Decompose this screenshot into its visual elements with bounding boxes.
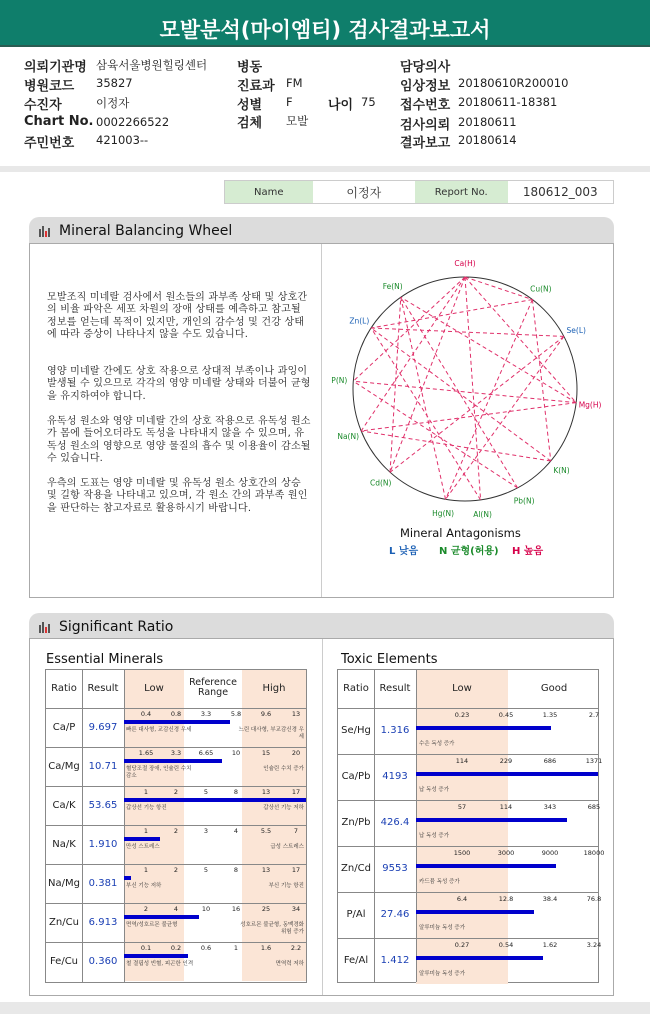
low-note: 혈당조절 장애, 인슐린 수치 감소: [126, 766, 192, 779]
antagonism-line: [371, 300, 532, 328]
result-bar: [416, 956, 543, 960]
ratio-name: P/Al: [346, 909, 366, 920]
clinical-value: 20180610R200010: [458, 76, 569, 90]
result-bar: [416, 910, 534, 914]
legend-normal: N 균형(허용): [439, 546, 499, 557]
result-bar: [416, 818, 567, 822]
legend-low: L 낮음: [389, 546, 419, 557]
wheel-node-label: Cu(N): [530, 284, 552, 294]
low-note: 면역/성호르몬 불균형: [126, 922, 178, 928]
wheel-node-label: Na(N): [337, 432, 360, 442]
result-bar: [416, 726, 551, 730]
tick-label: 229: [499, 757, 513, 765]
specimen-value: 모발: [286, 114, 309, 128]
antagonism-line: [465, 277, 481, 500]
ratio-name: Se/Hg: [341, 725, 371, 736]
ratio-result: 27.46: [380, 909, 410, 920]
ratio-name: Ca/P: [52, 722, 76, 733]
tick-label: 5: [203, 788, 209, 796]
ratio-result: 0.381: [88, 878, 118, 889]
tick-label: 3000: [497, 849, 515, 857]
tick-label: 20: [291, 749, 301, 757]
wheel-node-label: Hg(N): [432, 509, 455, 519]
antagonism-line: [371, 328, 551, 461]
tick-label: 12.8: [498, 895, 514, 903]
tick-label: 1: [143, 827, 149, 835]
ratio-section-title: Significant Ratio: [59, 619, 174, 635]
tick-label: 2.7: [588, 711, 600, 719]
tick-label: 1: [233, 944, 239, 952]
tick-label: 1371: [585, 757, 603, 765]
high-note: 급성 스트레스: [270, 844, 304, 850]
ratio-name: Zn/Pb: [341, 817, 371, 828]
tick-label: 8: [233, 788, 239, 796]
ratio-name: Ca/Pb: [341, 771, 371, 782]
tick-label: 685: [587, 803, 601, 811]
tick-label: 1: [143, 788, 149, 796]
ratio-result: 9553: [382, 863, 408, 874]
result-bar: [416, 772, 598, 776]
high-note: 면역력 저하: [275, 961, 304, 967]
wheel-node-label: Pb(N): [513, 496, 535, 506]
tick-label: 114: [455, 757, 469, 765]
result-bar: [124, 915, 199, 919]
tick-label: 1.62: [542, 941, 558, 949]
tick-label: 0.4: [140, 710, 152, 718]
tick-label: 4: [173, 905, 179, 913]
wheel-node-label: Se(L): [566, 325, 586, 335]
wheel-title: Mineral Antagonisms: [400, 526, 521, 540]
tick-label: 7: [293, 827, 299, 835]
tick-label: 2.2: [290, 944, 302, 952]
wheel-node-label: Mg(H): [578, 400, 602, 410]
ratio-section-header: [29, 613, 614, 639]
ratio-name: Ca/Mg: [48, 761, 80, 772]
patient-value: 이정자: [96, 96, 130, 110]
ratio-result: 1.412: [380, 955, 410, 966]
tick-label: 6.4: [456, 895, 468, 903]
low-note: 만성 스트레스: [126, 844, 160, 850]
tick-label: 0.2: [170, 944, 182, 952]
ratio-result: 426.4: [380, 817, 410, 828]
legend-high: H 높음: [512, 546, 544, 557]
tick-label: 0.1: [140, 944, 152, 952]
ratio-name: Na/Mg: [48, 878, 80, 889]
tick-label: 18000: [583, 849, 605, 857]
report-title: 모발분석(마이엠티) 검사결과보고서: [0, 0, 650, 47]
dept-value: FM: [286, 76, 303, 90]
low-note: 철 결핍성 빈혈, 피곤한 인격: [126, 961, 194, 967]
tick-label: 0.45: [498, 711, 514, 719]
tick-label: 686: [543, 757, 557, 765]
col-low: Low: [452, 683, 472, 694]
tick-label: 16: [231, 905, 241, 913]
tick-label: 5: [203, 866, 209, 874]
hospital-code-value: 35827: [96, 76, 133, 90]
col-low: Low: [144, 683, 164, 694]
report-date-label: 결과보고: [400, 136, 451, 151]
col-result: Result: [87, 683, 119, 694]
low-note: 납 독성 증가: [419, 787, 450, 793]
toxic-title: Toxic Elements: [341, 652, 438, 667]
low-note: 카드뮴 독성 증가: [419, 879, 460, 885]
tick-label: 2: [143, 905, 149, 913]
ratio-name: Na/K: [52, 839, 76, 850]
ratio-result: 1.316: [380, 725, 410, 736]
tick-label: 9.6: [260, 710, 272, 718]
low-note: 납 독성 증가: [419, 833, 450, 839]
resident-value: 421003--: [96, 133, 149, 147]
col-ref: Reference Range: [189, 677, 237, 698]
wheel-node-label: Cd(N): [369, 478, 392, 488]
tick-label: 13: [261, 866, 271, 874]
test-date-label: 검사의뢰: [400, 118, 451, 133]
tick-label: 76.8: [586, 895, 602, 903]
tick-label: 6.65: [198, 749, 214, 757]
antagonism-line: [401, 297, 446, 499]
col-ratio: Ratio: [343, 683, 369, 694]
patient-label: 수진자: [24, 98, 62, 113]
tick-label: 5.8: [230, 710, 242, 718]
wheel-section-header: [29, 217, 614, 243]
ratio-result: 1.910: [88, 839, 118, 850]
tick-label: 34: [291, 905, 301, 913]
report-no-value: 180612_003: [522, 185, 598, 199]
tick-label: 1.6: [260, 944, 272, 952]
chart-label: Chart No.: [24, 114, 94, 129]
report-no-label: Report No.: [415, 181, 508, 203]
col-ratio: Ratio: [51, 683, 77, 694]
result-bar: [124, 798, 306, 802]
tick-label: 4: [233, 827, 239, 835]
wheel-paragraph-1: 모발조직 미네랄 검사에서 원소들의 과부족 상태 및 상호간의 비율 파악은 세포 차원의 장애 상태를 예측하고 참고될 정보를 얻는데 목적이 있지만, 개인의 감수성 및 건강 상태에 따라 증상이 나타나지 않을 수도 있습니다.: [47, 292, 308, 341]
wheel-node-label: Zn(L): [349, 316, 370, 326]
tick-label: 1.35: [542, 711, 558, 719]
ratio-name: Zn/Cd: [341, 863, 371, 874]
tick-label: 3.3: [200, 710, 212, 718]
wheel-circle: [353, 277, 577, 501]
bar-chart-icon: [39, 225, 51, 237]
antagonism-line: [446, 300, 533, 500]
antagonism-line: [361, 431, 551, 461]
tick-label: 1: [143, 866, 149, 874]
footer-bar: [0, 1002, 650, 1014]
tick-label: 0.8: [170, 710, 182, 718]
tick-label: 10: [201, 905, 211, 913]
tick-label: 10: [231, 749, 241, 757]
tick-label: 13: [291, 710, 301, 718]
wheel-node-label: K(N): [553, 465, 570, 475]
name-report-box: [224, 180, 614, 204]
ratio-result: 0.360: [88, 956, 118, 967]
toxic-elements-table: [337, 669, 605, 983]
high-note: 인슐린 수치 증가: [263, 766, 304, 772]
resident-label: 주민번호: [24, 136, 75, 151]
tick-label: 13: [261, 788, 271, 796]
high-note: 성호르몬 불균형, 동맥경화 위험 증가: [240, 922, 304, 935]
age-label: 나이: [328, 98, 354, 113]
antagonism-line: [401, 297, 576, 402]
ratio-name: Zn/Cu: [49, 917, 79, 928]
tick-label: 5.5: [260, 827, 272, 835]
sex-label: 성별: [237, 98, 263, 113]
doctor-label: 담당의사: [400, 60, 451, 75]
tick-label: 343: [543, 803, 557, 811]
result-bar: [124, 759, 222, 763]
test-date-value: 20180611: [458, 115, 517, 129]
tick-label: 1.65: [138, 749, 154, 757]
tick-label: 2: [173, 866, 179, 874]
tick-label: 3: [203, 827, 209, 835]
essential-minerals-table: [45, 669, 307, 983]
antagonism-line: [371, 328, 564, 336]
tick-label: 57: [457, 803, 467, 811]
chart-value: 0002266522: [96, 115, 170, 129]
report-date-value: 20180614: [458, 133, 517, 147]
wheel-node-label: Fe(N): [382, 281, 403, 291]
ratio-result: 6.913: [88, 917, 118, 928]
col-good: Good: [540, 683, 568, 694]
bar-chart-icon: [39, 621, 51, 633]
clinical-label: 임상정보: [400, 79, 451, 94]
hospital-code-label: 병원코드: [24, 79, 75, 94]
wheel-paragraph-2: 영양 미네랄 간에도 상호 작용으로 상대적 부족이나 과잉이 발생될 수 있으므로 각각의 영양 미네랄 상태와 더불어 균형을 유지하여야 합니다.: [47, 366, 311, 402]
tick-label: 2: [173, 827, 179, 835]
essential-title: Essential Minerals: [46, 652, 164, 667]
name-label: Name: [225, 181, 313, 203]
ratio-name: Fe/Cu: [49, 956, 79, 967]
wheel-paragraph-4: 우측의 도표는 영양 미네랄 및 유독성 원소 상호간의 상승 및 길항 작용을 나타내고 있으며, 각 원소 간의 과부족 원인을 판단하는 참고자료로 활용하시기 바랍니다.: [47, 478, 308, 514]
tick-label: 25: [261, 905, 271, 913]
tick-label: 2: [173, 788, 179, 796]
dept-label: 진료과: [237, 79, 275, 94]
tick-label: 38.4: [542, 895, 558, 903]
low-note: 알루미늄 독성 증가: [419, 925, 466, 931]
ratio-result: 10.71: [88, 761, 118, 772]
requester-value: 삼육서울병원힐링센터: [96, 58, 208, 72]
tick-label: 15: [261, 749, 271, 757]
tick-label: 17: [291, 866, 301, 874]
high-note: 느린 대사형, 부교감신경 우세: [238, 727, 304, 740]
tick-label: 8: [233, 866, 239, 874]
ratio-name: Ca/K: [52, 800, 76, 811]
wheel-node-label: Al(N): [473, 509, 492, 519]
tick-label: 114: [499, 803, 513, 811]
name-value: 이정자: [346, 185, 382, 200]
result-bar: [124, 837, 160, 841]
wheel-paragraph-3: 유독성 원소와 영양 미네랄 간의 상호 작용으로 유독성 원소가 몸에 들어오더라도 독성을 나타내지 않을 수 있으며, 유독성 원소의 영향으로 영양 물질의 흡수 및 이용율이 감소될 수 있습니다.: [47, 416, 311, 465]
low-note: 빠른 대사형, 교감신경 우세: [126, 727, 192, 733]
ratio-result: 4193: [382, 771, 408, 782]
tick-label: 1500: [453, 849, 471, 857]
result-bar: [416, 864, 556, 868]
low-note: 수은 독성 증가: [419, 741, 455, 747]
result-bar: [124, 876, 131, 880]
tick-label: 17: [291, 788, 301, 796]
result-bar: [124, 720, 230, 724]
wheel-node-label: Ca(H): [454, 259, 476, 268]
result-bar: [124, 954, 188, 958]
ratio-name: Fe/Al: [343, 955, 369, 966]
ratio-panel-divider: [322, 639, 323, 995]
sex-value: F: [286, 95, 293, 109]
tick-label: 0.54: [498, 941, 514, 949]
tick-label: 0.27: [454, 941, 470, 949]
receipt-label: 접수번호: [400, 98, 451, 113]
ward-label: 병동: [237, 60, 263, 75]
high-note: 부신 기능 항진: [268, 883, 304, 889]
col-sep: [124, 670, 125, 982]
tick-label: 3.3: [170, 749, 182, 757]
specimen-label: 검체: [237, 116, 263, 131]
divider-bar: [0, 166, 650, 172]
tick-label: 0.23: [454, 711, 470, 719]
col-result: Result: [379, 683, 411, 694]
high-note: 갑상선 기능 저하: [263, 805, 304, 811]
receipt-value: 20180611-18381: [458, 95, 558, 109]
requester-label: 의뢰기관명: [24, 60, 87, 75]
col-sep: [416, 670, 417, 982]
tick-label: 0.6: [200, 944, 212, 952]
low-note: 갑상선 기능 항진: [126, 805, 167, 811]
ratio-result: 53.65: [88, 800, 118, 811]
tick-label: 9000: [541, 849, 559, 857]
ratio-result: 9.697: [88, 722, 118, 733]
low-note: 부신 기능 저하: [126, 883, 162, 889]
col-high: High: [262, 683, 286, 694]
age-value: 75: [361, 95, 376, 109]
antagonism-line: [532, 300, 550, 461]
wheel-section-title: Mineral Balancing Wheel: [59, 223, 233, 239]
wheel-node-label: P(N): [331, 376, 348, 386]
low-note: 알루미늄 독성 증가: [419, 971, 466, 977]
tick-label: 3.24: [586, 941, 602, 949]
